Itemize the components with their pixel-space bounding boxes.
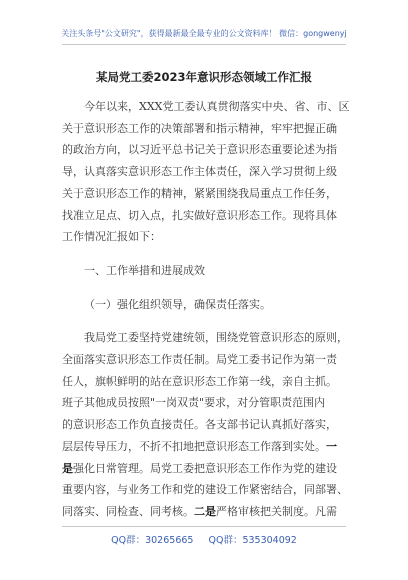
line-text: 层层传导压力，不折不扣地把意识形态工作落到实处。	[62, 439, 326, 453]
line-text: 的意识形态工作负直接责任。各支部书记认真抓好落实，	[62, 418, 337, 432]
body-line	[62, 483, 352, 497]
line-text: 找准立足点、切入点，扎实做好意识形态工作。现将具体	[62, 208, 337, 222]
body-line	[62, 122, 352, 136]
line-text: 班子其他成员按照"一岗双责"要求，对分管职责范围内	[62, 396, 326, 410]
document-title: 某局党工委2023年意识形态领域工作汇报	[95, 70, 312, 84]
line-text: 同落实、同检查、同考核。	[62, 504, 194, 518]
body-line	[62, 440, 352, 454]
line-text: 一、工作举措和进展成效	[84, 263, 205, 277]
body-line	[62, 143, 352, 157]
bold-marker: 二是	[194, 504, 216, 518]
body-line	[62, 331, 374, 345]
bold-marker: 一	[326, 439, 337, 453]
line-text: 工作情况汇报如下：	[62, 230, 161, 244]
line-text: 全面落实意识形态工作责任制。局党工委书记作为第一责	[62, 353, 337, 366]
body-line	[62, 165, 352, 179]
footer-divider	[62, 526, 346, 527]
line-text: 我局党工委坚持党建统领，围绕党管意识形态的原则，	[84, 331, 348, 345]
line-text: 关于意识形态工作的决策部署和指示精神，牢牢把握正确	[62, 121, 337, 135]
body-line	[62, 375, 352, 389]
line-text: 的政治方向，以习近平总书记关于意识形态重要论述为指	[62, 143, 337, 157]
header-divider	[62, 44, 346, 45]
line-text: 今年以来，XXX党工委认真贯彻落实中央、省、市、区	[84, 100, 350, 113]
line-text: 重要内容，与业务工作和党的建设工作紧密结合，同部署、	[62, 483, 348, 497]
line-text: 严格审核把关制度。凡需	[216, 504, 337, 518]
line-text: 关于意识形态工作的精神，紧紧围绕我局重点工作任务，	[62, 186, 337, 200]
line-text: （一）强化组织领导，确保责任落实。	[84, 297, 271, 311]
body-line	[62, 187, 352, 201]
qq-group-2: QQ群：535304092	[208, 535, 297, 546]
line-text: 强化日常管理。局党工委把意识形态工作作为党的建设	[73, 461, 337, 475]
line-text: 任人，旗帜鲜明的站在意识形态工作第一线，亲自主抓。	[62, 374, 337, 388]
watermark-footer	[0, 532, 408, 546]
bold-marker: 是	[62, 461, 73, 475]
body-line	[62, 418, 352, 432]
body-line	[62, 505, 352, 519]
body-line	[62, 462, 352, 476]
body-line	[62, 230, 352, 244]
body-line	[62, 353, 352, 367]
line-text: 导，认真落实意识形态工作主体责任，深入学习贯彻上级	[62, 165, 337, 179]
qq-group-1: QQ群：30265665	[111, 535, 194, 546]
watermark-header: 关注头条号"公文研究"，获得最新最全最专业的公文资料库！ 微信：gongwenyj	[61, 29, 347, 38]
body-line	[62, 209, 352, 223]
body-line	[62, 264, 374, 278]
body-line	[62, 298, 374, 312]
body-line	[62, 100, 374, 114]
body-line	[62, 396, 352, 410]
